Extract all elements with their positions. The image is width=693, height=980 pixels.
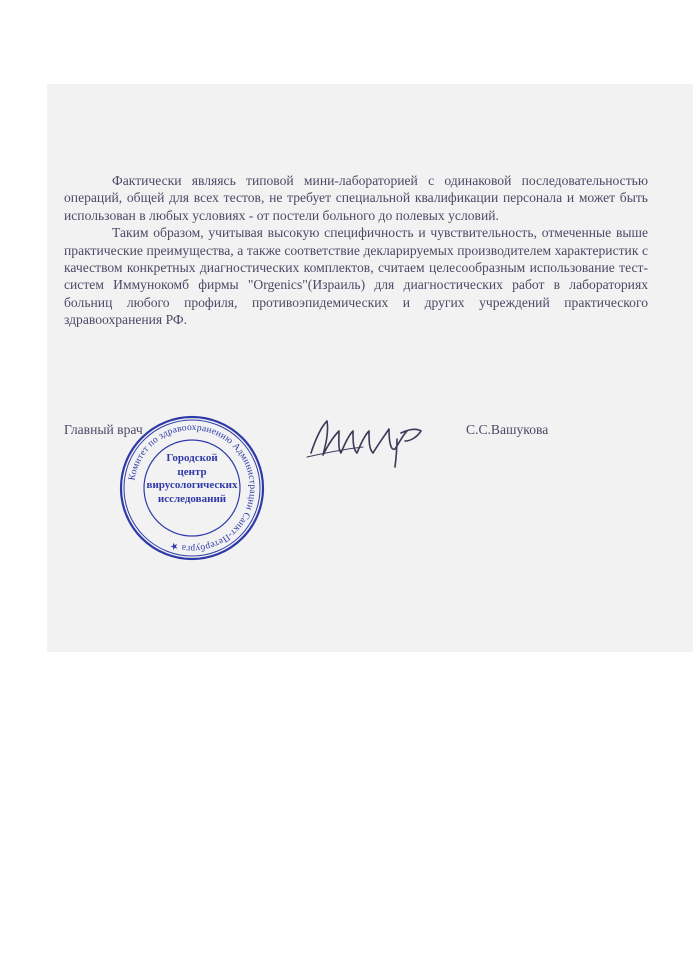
- stamp-center-line-3: вирусологических: [146, 479, 238, 491]
- letter-paragraph-2: Таким образом, учитывая высокую специфичность и чувствительность, отмеченные выше практические преимущества, а также соответствие декларируемых производителем характеристик с качеством конкретных диагностических комплектов, считаем целесообразным использование тест-систем Иммунокомб фирмы "Orgenics"(Израиль) для диагностических работ в лабораториях больниц любого профиля, противоэпидемических и других учреждений практического здравоохранения РФ.: [64, 225, 648, 328]
- stamp-center-text: [138, 452, 246, 506]
- handwritten-signature: [305, 413, 425, 468]
- letter-body: [64, 172, 648, 329]
- stamp-center-line-1: Городской: [166, 452, 218, 464]
- stamp-center-line-4: исследований: [157, 492, 227, 505]
- signatory-name: С.С.Вашукова: [466, 422, 549, 437]
- signatory-position: Главный врач: [64, 422, 143, 437]
- stamp-center-line-2: центр: [177, 465, 207, 478]
- scanned-letter-area: [47, 84, 693, 652]
- letter-paragraph-1: Фактически являясь типовой мини-лабораторией с одинаковой последовательностью операций, общей для всех тестов, не требует специальной квалификации персонала и может быть использован в любых условиях - от постели больного до полевых условий.: [64, 173, 648, 223]
- stamp-rim-textpath: Комитет по здравоохранению Администрации Санкт-Петербурга ★: [127, 422, 258, 554]
